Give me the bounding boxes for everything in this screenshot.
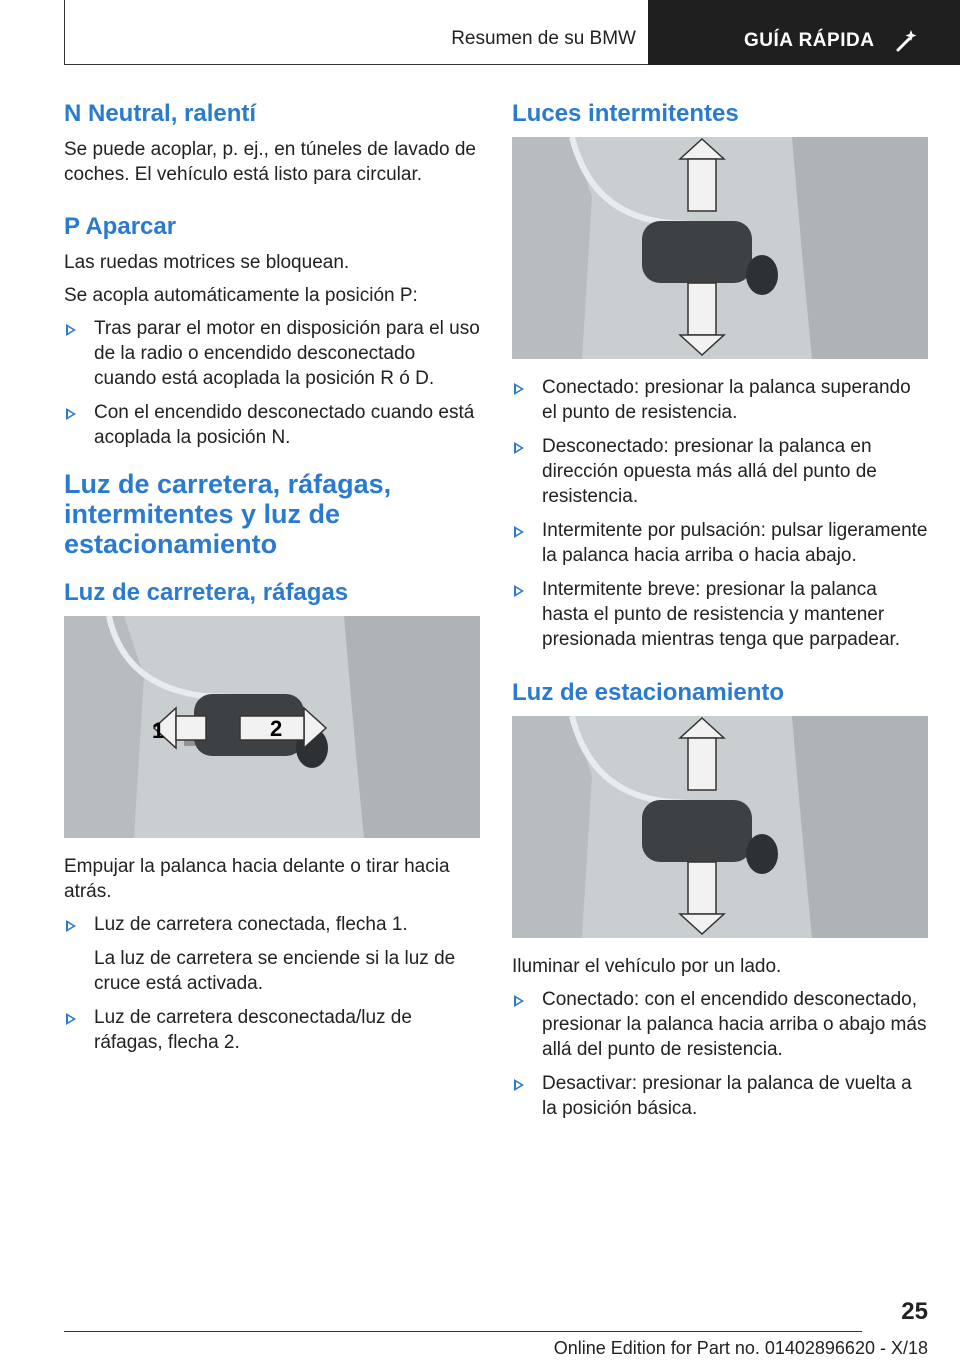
park-text: Las ruedas motrices se bloquean. [64,251,350,273]
list-item: Intermitente por pulsación: pulsar ligeramente la palanca hacia arriba o hacia abajo. [512,518,928,568]
figure-label-1: 1 [152,718,165,744]
turn-signal-list [512,375,928,652]
neutral-heading: N Neutral, ralentí [64,100,257,127]
list-item: Tras parar el motor en disposición para el uso de la radio o encendido desconectado cuando está acoplada la posición R ó D. [64,316,480,391]
triangle-bullet-icon [514,383,524,395]
page-number: 25 [901,1298,928,1325]
list-item: Intermitente breve: presionar la palanca hasta el punto de resistencia y mantener presionada mientras tenga que parpadear. [512,577,928,652]
triangle-bullet-icon [514,442,524,454]
parking-light-heading: Luz de estacionamiento [512,678,785,706]
figure-label-2: 2 [270,716,283,742]
list-item: Conectado: con el encendido desconectado, presionar la palanca hacia arriba o abajo más allá del punto de resistencia. [512,987,928,1062]
turn-signal-lever-figure [512,137,928,359]
triangle-bullet-icon [66,1013,76,1025]
header-divider [64,64,648,65]
main-heading: Luz de carretera, ráfagas, intermitentes y luz de estacionamiento [64,468,392,560]
header-divider-vertical [64,0,65,65]
triangle-bullet-icon [514,526,524,538]
triangle-bullet-icon [514,585,524,597]
header-tab [648,0,960,65]
park-list [64,316,480,450]
list-item: Desactivar: presionar la palanca de vuelta a la posición básica. [512,1071,928,1121]
parking-light-text: Iluminar el vehículo por un lado. [512,955,782,977]
turn-signal-heading: Luces intermitentes [512,100,739,127]
triangle-bullet-icon [66,324,76,336]
highbeam-subtext: La luz de carretera se enciende si la luz de cruce está activada. [94,948,456,995]
footer-divider [64,1331,862,1332]
header-section-title: Resumen de su BMW [451,28,636,49]
list-item: Luz de carretera conectada, flecha 1. [64,912,480,937]
right-column [512,100,928,1130]
parking-light-list [512,987,928,1121]
list-item: Desconectado: presionar la palanca en dirección opuesta más allá del punto de resistencia. [512,434,928,509]
neutral-text: Se puede acoplar, p. ej., en túneles de lavado de coches. El vehículo está listo para circular. [64,138,476,185]
highbeam-list [64,912,480,937]
left-column [64,100,480,1064]
triangle-bullet-icon [514,1079,524,1091]
highbeam-lever-figure [64,616,480,838]
park-text: Se acopla automáticamente la posición P: [64,284,418,306]
footer-edition: Online Edition for Part no. 01402896620 - X/18 [553,1338,928,1358]
triangle-bullet-icon [66,920,76,932]
triangle-bullet-icon [66,408,76,420]
highbeam-list [64,1005,480,1055]
highbeam-text: Empujar la palanca hacia delante o tirar hacia atrás. [64,856,450,903]
list-item: Con el encendido desconectado cuando está acoplada la posición N. [64,400,480,450]
list-item: Luz de carretera desconectada/luz de ráfagas, flecha 2. [64,1005,480,1055]
wand-icon [894,28,920,54]
park-heading: P Aparcar [64,212,177,240]
triangle-bullet-icon [514,995,524,1007]
highbeam-heading: Luz de carretera, ráfagas [64,579,349,607]
parking-light-lever-figure [512,716,928,938]
header-tab-label: GUÍA RÁPIDA [744,30,875,51]
list-item: Conectado: presionar la palanca superando el punto de resistencia. [512,375,928,425]
